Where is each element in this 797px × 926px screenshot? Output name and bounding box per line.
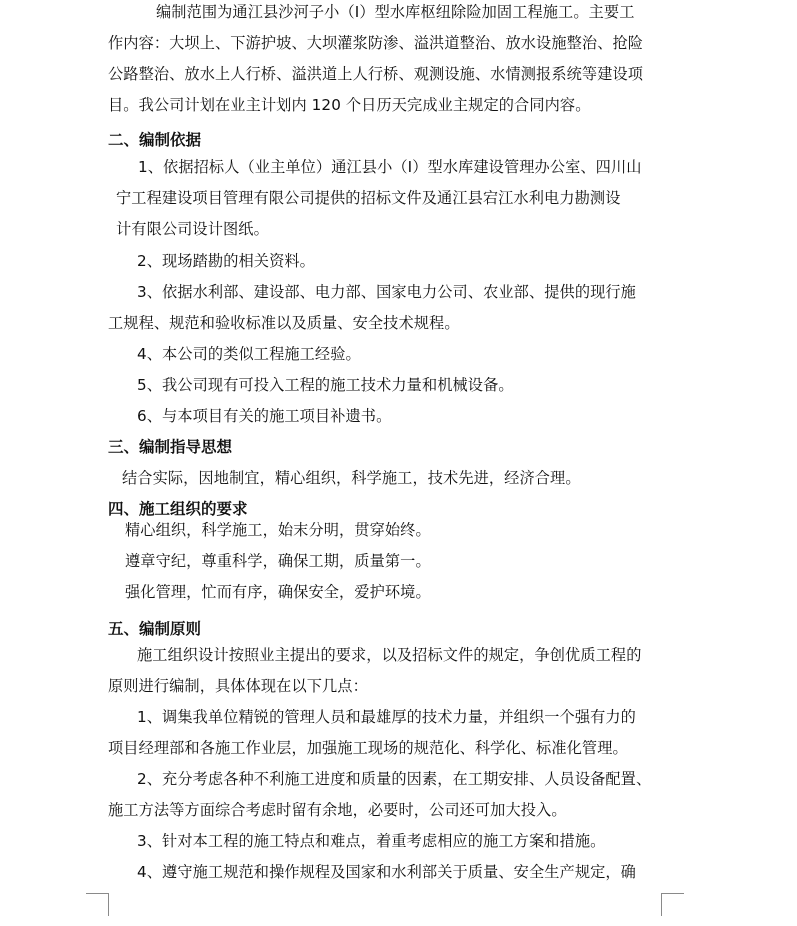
guiding-line-1: 结合实际，因地制宜，精心组织，科学施工，技术先进，经济合理。 [122,469,581,487]
requirements-line-1: 精心组织，科学施工，始末分明，贯穿始终。 [125,521,431,539]
basis-line-5: 3、依据水利部、建设部、电力部、国家电力公司、农业部、提供的现行施 [137,283,636,301]
basis-line-9: 6、与本项目有关的施工项目补遗书。 [137,407,392,425]
basis-line-2: 宁工程建设项目管理有限公司提供的招标文件及通江县宕江水利电力勘测设 [116,189,621,207]
basis-line-3: 计有限公司设计图纸。 [116,220,269,238]
basis-line-1: 1、依据招标人（业主单位）通江县小（Ⅰ）型水库建设管理办公室、四川山 [138,158,642,176]
requirements-line-3: 强化管理，忙而有序，确保安全，爱护环境。 [125,583,431,601]
principles-line-6: 施工方法等方面综合考虑时留有余地，必要时，公司还可加大投入。 [108,801,567,819]
page-corner-mark-left [86,893,109,916]
principles-line-3: 1、调集我单位精锐的管理人员和最雄厚的技术力量，并组织一个强有力的 [137,708,636,726]
section-heading-requirements: 四、施工组织的要求 [108,500,248,518]
principles-line-2: 原则进行编制，具体体现在以下几点： [108,677,368,695]
intro-line-3: 公路整治、放水上人行桥、溢洪道上人行桥、观测设施、水情测报系统等建设项 [108,65,644,83]
principles-line-8: 4、遵守施工规范和操作规程及国家和水利部关于质量、安全生产规定，确 [137,863,636,881]
principles-line-5: 2、充分考虑各种不利施工进度和质量的因素，在工期安排、人员设备配置、 [137,770,652,788]
page-corner-mark-right [661,893,684,916]
principles-line-7: 3、针对本工程的施工特点和难点，着重考虑相应的施工方案和措施。 [137,832,606,850]
basis-line-8: 5、我公司现有可投入工程的施工技术力量和机械设备。 [137,376,514,394]
principles-line-4: 项目经理部和各施工作业层，加强施工现场的规范化、科学化、标准化管理。 [108,739,628,757]
basis-line-6: 工规程、规范和验收标准以及质量、安全技术规程。 [108,314,460,332]
requirements-line-2: 遵章守纪，尊重科学，确保工期，质量第一。 [125,552,431,570]
intro-line-2: 作内容：大坝上、下游护坡、大坝灌浆防渗、溢洪道整治、放水设施整治、抢险 [108,34,644,52]
section-heading-principles: 五、编制原则 [108,620,202,638]
basis-line-4: 2、现场踏勘的相关资料。 [137,252,315,270]
principles-line-1: 施工组织设计按照业主提出的要求，以及招标文件的规定，争创优质工程的 [137,646,642,664]
intro-line-1: 编制范围为通江县沙河子小（Ⅰ）型水库枢纽除险加固工程施工。主要工 [156,3,635,21]
basis-line-7: 4、本公司的类似工程施工经验。 [137,345,361,363]
intro-line-4: 目。我公司计划在业主计划内 120 个日历天完成业主规定的合同内容。 [108,96,591,114]
section-heading-basis: 二、编制依据 [108,131,202,149]
section-heading-guiding-ideas: 三、编制指导思想 [108,438,233,456]
